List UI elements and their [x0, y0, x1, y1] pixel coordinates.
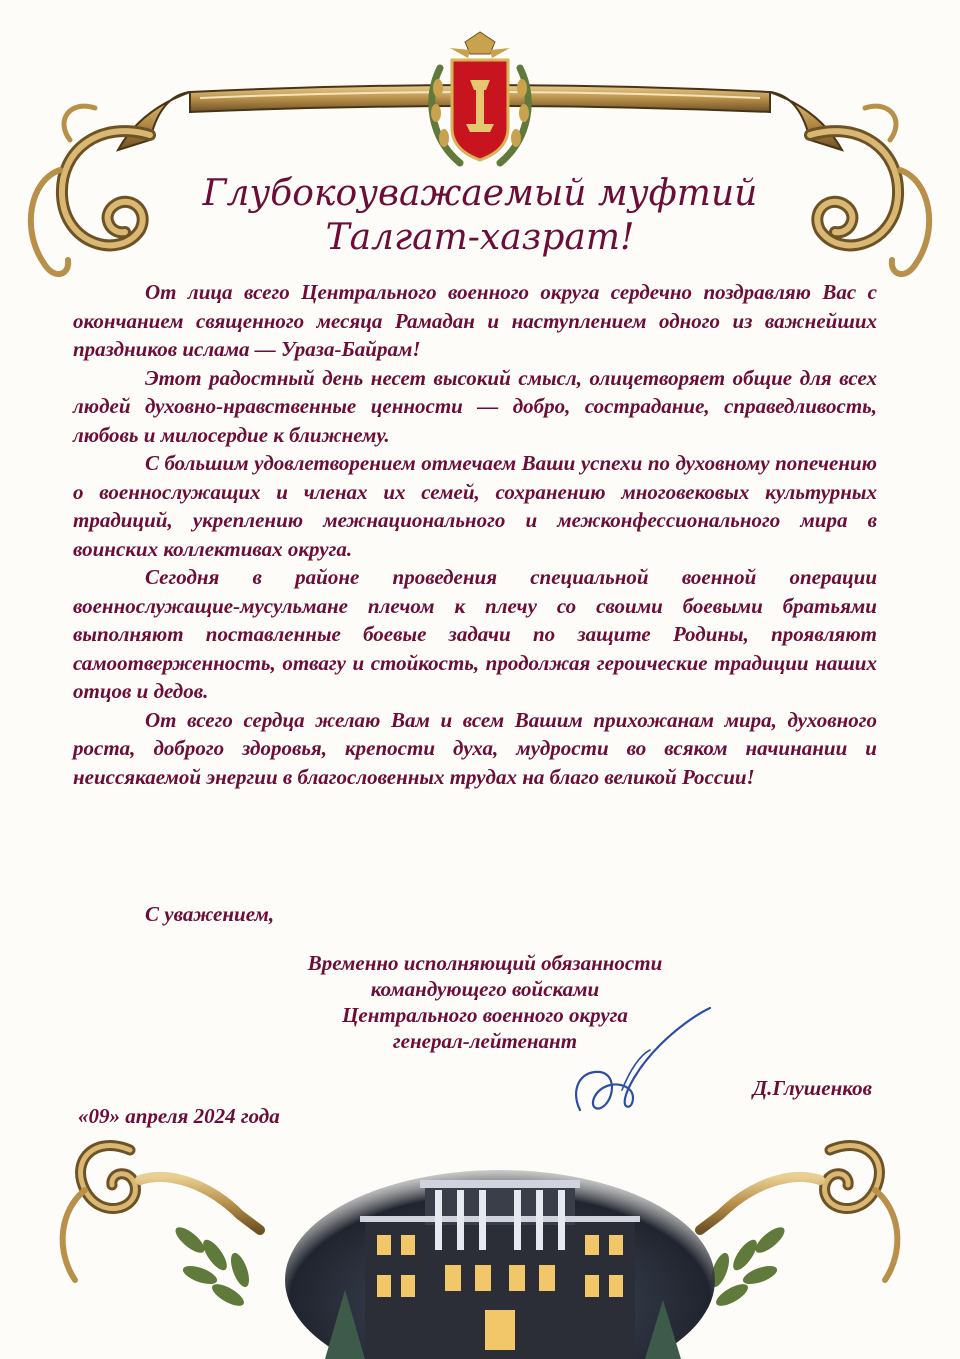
- position-line-1: Временно исполняющий обязанности: [307, 951, 663, 975]
- position-line-4: генерал-лейтенант: [392, 1029, 578, 1053]
- title-line-1: Глубокоуважаемый муфтий: [202, 173, 758, 214]
- paragraph-2: Этот радостный день несет высокий смысл, олицетворяет общие для всех людей духовно-нравственные ценности — добро, сострадание, справедливость, любовь и милосердие к ближнему.: [73, 365, 877, 447]
- regards-line: С уважением,: [145, 902, 275, 926]
- greeting-title: [150, 172, 810, 260]
- signer-name: Д.Глушенков: [752, 1076, 872, 1100]
- paragraph-4: Сегодня в районе проведения специальной военной операции военнослужащие-мусульмане плечом к плечу со своими боевыми братьями выполняют поставленные боевые задачи по защите Родины, проявляют самоотверженность, отвагу и стойкость, продолжая героические традиции наших отцов и дедов.: [73, 565, 877, 703]
- headquarters-building-icon: [285, 1160, 715, 1359]
- signature-icon: [560, 1000, 720, 1130]
- military-emblem-icon: [420, 28, 540, 173]
- paragraph-1: От лица всего Центрального военного округа сердечно поздравляю Вас с окончанием священного месяца Рамадан и наступлением одного из важнейших праздников ислама — Ураза-Байрам!: [73, 280, 877, 361]
- letter-body: [73, 278, 877, 791]
- paragraph-5: От всего сердца желаю Вам и всем Вашим прихожанам мира, духовного роста, доброго здоровья, крепости духа, мудрости во всяком начинании и неиссякаемой энергии в благословенных трудах на благо великой России!: [73, 707, 877, 789]
- position-line-3: Центрального военного округа: [342, 1003, 628, 1027]
- title-line-2: Талгат-хазрат!: [325, 217, 635, 258]
- letter-date: «09» апреля 2024 года: [78, 1104, 280, 1128]
- position-line-2: командующего войсками: [370, 977, 600, 1001]
- paragraph-3: С большим удовлетворением отмечаем Ваши успехи по духовному попечению о военнослужащих и членах их семей, сохранению многовековых культурных традиций, укреплению межнационального и межконфессионального мира в воинских коллективах округа.: [73, 451, 877, 561]
